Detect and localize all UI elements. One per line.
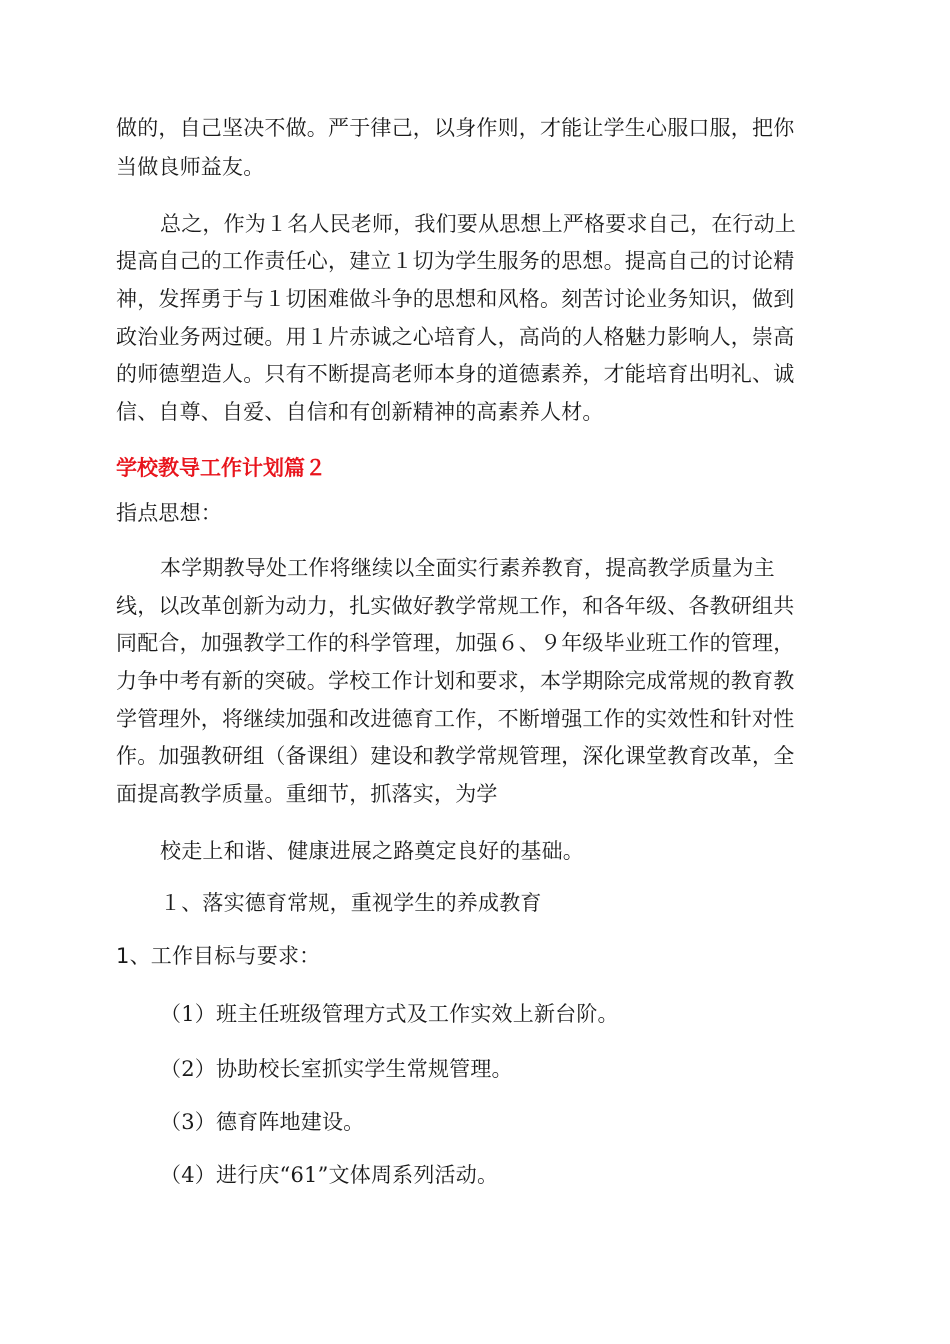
goal-text: 、工作目标与要求： — [129, 944, 321, 968]
text-line: 校走上和谐、健康进展之路奠定良好的基础。 — [160, 839, 584, 863]
subsection-title: １、落实德育常规，重视学生的养成教育 — [160, 891, 542, 915]
text-line: 政治业务两过硬。用１片赤诚之心培育人，高尚的人格魅力影响人，崇高 — [116, 325, 795, 349]
text-line: 作。加强教研组（备课组）建设和教学常规管理，深化课堂教育改革，全 — [116, 744, 795, 768]
guide-label: 指点思想： — [116, 501, 222, 525]
text-line: 线，以改革创新为动力，扎实做好教学常规工作，和各年级、各教研组共 — [116, 594, 795, 618]
text-line: 的师德塑造人。只有不断提高老师本身的道德素养，才能培育出明礼、诚 — [116, 362, 795, 386]
list-item: （4）进行庆“61”文体周系列活动。 — [160, 1163, 499, 1187]
list-item: （1）班主任班级管理方式及工作实效上新台阶。 — [160, 1002, 619, 1026]
list-item: （3）德育阵地建设。 — [160, 1110, 365, 1134]
text-line: 本学期教导处工作将继续以全面实行素养教育，提高教学质量为主 — [160, 556, 775, 580]
text-line: 提高自己的工作责任心，建立１切为学生服务的思想。提高自己的讨论精 — [116, 249, 795, 273]
list-item: （2）协助校长室抓实学生常规管理。 — [160, 1057, 513, 1081]
text-line: 同配合，加强教学工作的科学管理，加强６、９年级毕业班工作的管理， — [116, 631, 795, 655]
section-heading: 学校教导工作计划篇２ — [116, 456, 326, 480]
text-line: 总之，作为１名人民老师，我们要从思想上严格要求自己，在行动上 — [160, 212, 796, 236]
text-line: 信、自尊、自爱、自信和有创新精神的高素养人材。 — [116, 400, 604, 424]
text-line: 力争中考有新的突破。学校工作计划和要求，本学期除完成常规的教育教 — [116, 669, 795, 693]
text-line: 做的，自己坚决不做。严于律己，以身作则，才能让学生心服口服，把你 — [116, 116, 795, 140]
goal-number: 1 — [116, 944, 130, 968]
text-line: 当做良师益友。 — [116, 155, 265, 179]
text-line: 学管理外，将继续加强和改进德育工作，不断增强工作的实效性和针对性 — [116, 707, 795, 731]
text-line: 面提高教学质量。重细节，抓落实，为学 — [116, 782, 498, 806]
goal-heading — [116, 946, 320, 967]
text-line: 神，发挥勇于与１切困难做斗争的思想和风格。刻苦讨论业务知识，做到 — [116, 287, 795, 311]
